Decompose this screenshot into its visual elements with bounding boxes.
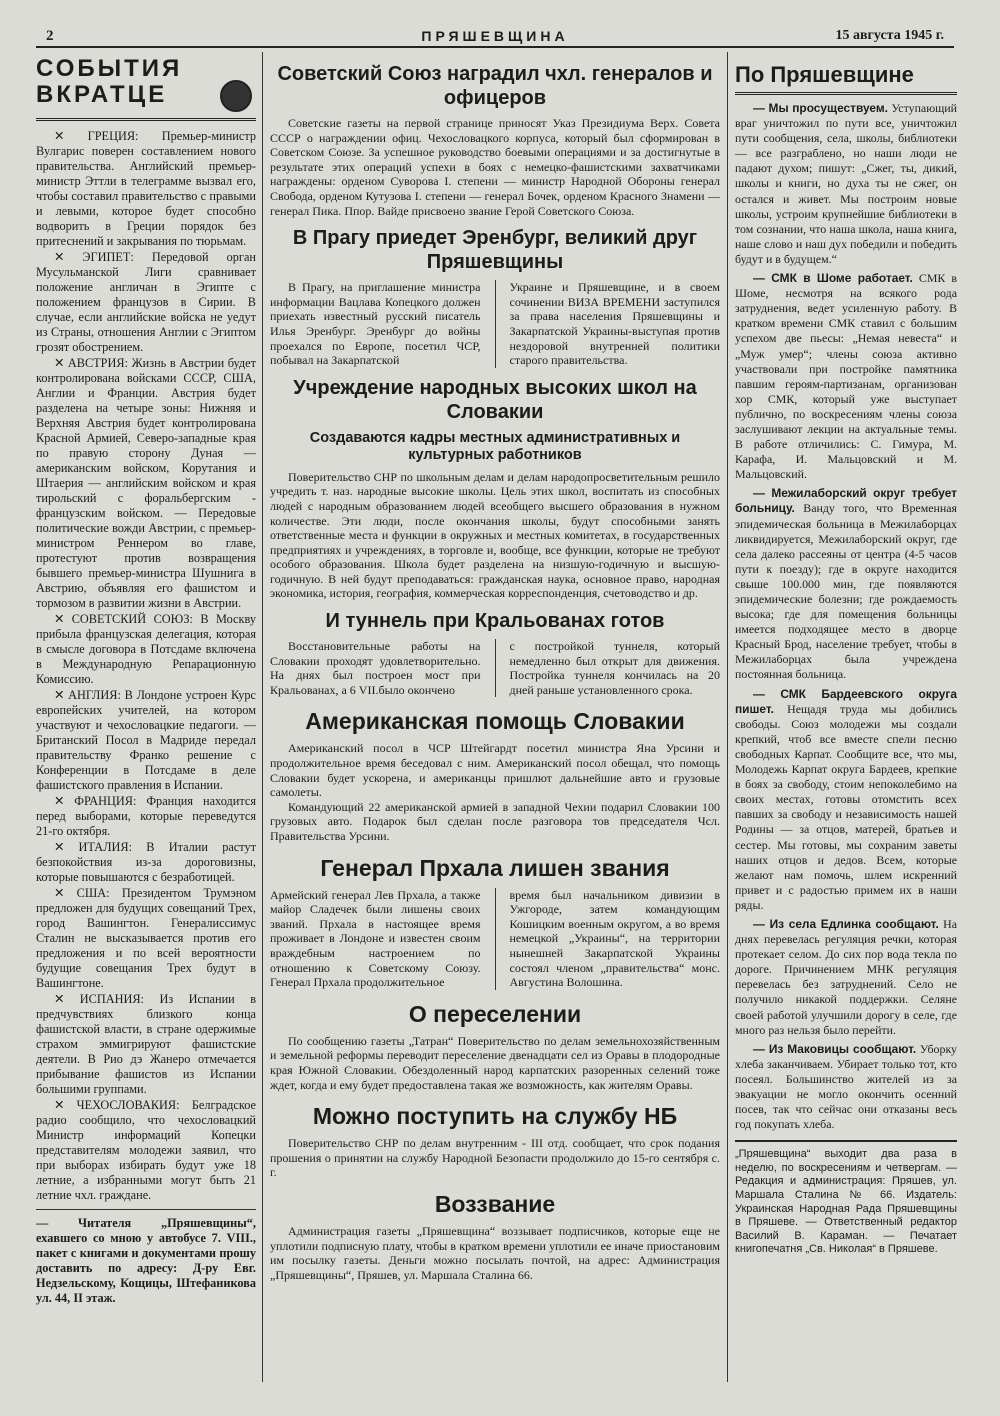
event-item: ✕ ИТАЛИЯ: В Италии растут безпокойствия из-за дороговизны, которые повышаются с безработицей. [36,840,256,884]
events-title: СОБЫТИЯ ВКРАТЦЕ [36,56,256,114]
article-award [270,62,720,218]
local-news-item: — СМК в Шоме работает. СМК в Шоме, несмотря на всякого рода затруднения, ведет усиленную работу. В кратком времени СМК ставил с большим успехом две пьесы: „Немая невеста“ и „Муж умер“; члены союза активно участвовали при постройке памятника павшим героям-партизанам, организован хор СМК, который уже выступает публично, по воскресениям члены союза заслушивают лекции на актуальные темы. В работе отличились: С. Гимура, М. Карафа, И. Мальцовский и М. Мальцовский. [735,271,957,482]
local-news-item: — Мы просуществуем. Уступающий враг уничтожил по пути все, уничтожил пути сообщения, села, школы, библиотеки — все разграблено, но наши люди не падают духом; пишут: „Сжег, ты, дикий, школы и книги, но духа ты не сжег, он остался и живет. Мы построим новые школы, устроим крупнейшие библиотеки в том сознании, что наша школа, наша книга, наше слово и наш дух победили и победить будут и в будущем.“ [735,101,957,266]
article-text: По сообщению газеты „Татран“ Поверительство по делам земельнохозяйственным и земельной реформы переводит переселение двенадцати сел из Оравы в плодородные края Южной Словакии. Обездоленный народ карпатских разоренных селений тоже ждет, когда и ему будет предоставлена такая же возможность, как жителям Оравы. [270,1033,720,1092]
divider [735,92,957,95]
local-news-column [735,52,957,1392]
event-item: ✕ АНГЛИЯ: В Лондоне устроен Курс европейских учителей, на котором участвуют и чехословацкие педагоги. — Британский Посол в Мадриде передал правительству Франко решение с Конференции в Потсдаме в деле фашистского правления в Испании. [36,688,256,792]
article-subtitle: Создаваются кадры местных административных и культурных работников [309,429,681,463]
local-news-item: — Из села Едлинка сообщают. На днях перевелась регуляция речки, которая протекает селом. До сих пор вода текла по дороге. Причинением МНК регуляция перевелась без затруднений. Село не получило никакой поддержки. Селяне своей работой улучшили дорогу в селе, где много раз нельзя было перейти. [735,916,957,1037]
reader-notice: — Читателя „Пряшевщины“, ехавшего со мною у автобусе 7. VIII., пакет с книгами и документами прошу доставить по адресу: Д-ру Евг. Недзельскому, Кощицы, Штефаникова ул. 44, II этаж. [36,1209,256,1306]
article-title: Американская помощь Словакии [305,708,685,735]
article-schools [270,376,720,601]
issue-date: 15 августа 1945 г. [835,28,944,43]
article-text: Украине и Пряшевщине, и в своем сочинении ВИЗА ВРЕМЕНИ заступился за права населения Пряшевщины и Закарпатской Украины-выступая против нездоровой внутренней политики старого правительства. [509,280,720,368]
article-text: Командующий 22 американской армией в западной Чехии подарил Словакии 100 грузовых авто. Подарок был сделан после разговора тов председателя Чсл. Правительства Урсини. [270,799,720,843]
local-news-title: По Пряшевщине [735,62,914,87]
article-text: Поверительство СНР по делам внутренним - III отд. сообщает, что срок подания прошения о принятии на службу Народной Безопасти продолжило до 15-го сентября с. г. [270,1136,720,1180]
page-header [36,26,954,48]
event-item: ✕ ЭГИПЕТ: Передовой орган Мусульманской Лиги сравнивает положение англичан в Эгипте с положением французов в Сирии. В случае, если английские войска не уедут из Страны, отношения Англии с Эгиптом грозят обострением. [36,250,256,354]
article-title: Генерал Прхала лишен звания [320,854,670,881]
article-nb-service [270,1102,720,1180]
article-tunnel [270,609,720,697]
article-title: В Прагу приедет Эренбург, великий друг Пряшевщины [292,227,698,274]
article-appeal [270,1190,720,1282]
event-item: ✕ ИСПАНИЯ: Из Испании в предчувствиях близкого конца фашистской власти, в стране одержимые страхом эммигрируют фашистские деятели. В Рио дэ Жанеро отмечается прибывание фашистов из Испании большими группами. [36,992,256,1096]
article-title: Можно поступить на службу НБ [312,1103,678,1130]
event-item: ✕ ГРЕЦИЯ: Премьер-министр Вулгарис поверен составлением нового правительства. Английский премьер-министр Эттли в телеграмме вызвал его, чтобы составил правительство с правыми и левыми, которое будет способно водворить в Греции порядок без притеснений и закрывания по тюрьмам. [36,129,256,248]
main-column [270,52,720,1392]
article-text: Советские газеты на первой странице приносят Указ Президиума Верх. Совета СССР о награждении офиц. Чехословацкого корпуса, который был сформирован в Советском Союзе. За успешное руководство боевыми операциями и за достигнутые в результате этих операций успехи в боях с немецко-фашистскими захватчиками награждены: орденом Суворова I. степени — министр Народной Обороны генерал Свобода, орденом Кутузова I. степени — генерал Бочек, орденом Красного Знамени — генерал Пика. Ппор. Вайде присвоено звание Герой Советского Союза. [270,116,720,218]
events-list [36,129,256,1306]
article-text: В Прагу, на приглашение министра информации Вацлава Копецкого должен приехать известный русский писатель Илья Эренбург. Эренбург до войны проехался по Европе, посетил ЧСР, побывал на Закарпатской [270,280,481,368]
article-text: Администрация газеты „Пряшевщина“ воззывает подписчиков, которые еще не уплотили подписную плату, чтобы в кратком времени уплотили ее иначе приостановим им посылку газеты. Деньги можно посылать почтой, на адрес: Администрация „Пряшевщины“, Пряшев, ул. Маршала Сталина 66. [270,1223,720,1282]
article-ehrenburg [270,226,720,368]
event-item: ✕ ЧЕХОСЛОВАКИЯ: Белградское радио сообщило, что чехословацкий Министр информаций Копецки представителям молодежи заявил, что при выборах избирать будут уже 18 летние, а избранными могут быть 21 летние чхл. граждане. [36,1098,256,1202]
globe-icon [220,80,252,112]
local-news-list [735,101,957,1132]
event-item: ✕ АВСТРИЯ: Жизнь в Австрии будет контролирована войсками СССР, США, Англии и Франции. Австрия будет разделена на четыре зоны: Нижняя и Верхняя Австрия будет контролирована Красной Армией, Северо-западные края по правую сторону Дуная — американским войском, Корутания и Штаерия — английским войском и края тирольский с форальбергским - французским войском. — Передовые политические вожди Австрии, с премьер-министром Реннером во главе, протестуют против возвращения бывшего премьер-министра Шушнига в Австрию, объявляя его фашистом и тормозом в развитии жизни в Австрии. [36,356,256,610]
article-text: Американский посол в ЧСР Штейгардт посетил министра Яна Урсини и продолжительное время беседовал с ним. Американский посол обещал, что помощь Словакии будет ускорена, и американцы пришлют дальнейшие авто и грузовые самолеты. [270,741,720,800]
article-prchala [270,854,720,990]
events-column [36,52,256,1382]
article-american-aid [270,707,720,843]
event-item: ✕ СОВЕТСКИЙ СОЮЗ: В Москву прибыла французская делегация, которая в смысле договора в Потсдаме включена в Международную Репарационную Комиссию. [36,612,256,686]
article-text: Армейский генерал Лев Прхала, а также майор Сладечек были лишены своих званий. Прхала в настоящее время проживает в Лондоне и известен своим враждебным настроением по отношению к Советскому Союзу. Генерал Прхала продолжительное [270,887,481,990]
article-text: с постройкой туннеля, который немедленно был открыт для движения. Постройка туннеля кончилась на 20 дней раньше установленного срока. [509,639,720,697]
event-item: ✕ США: Президентом Трумэном предложен для будущих совещаний Трех, город Вашингтон. Генералиссимус Сталин не высказывается против его предложения и по всей вероятности будущие совещания Трех будут в Вашингтоне. [36,886,256,990]
column-divider-right [727,52,728,1382]
article-title: Учреждение народных высоких школ на Словакии [293,376,697,423]
paper-name: ПРЯШЕВЩИНА [421,28,569,44]
article-text: Восстановительные работы на Словакии проходят удовлетворительно. На днях был построен мост при Кральованах, а 6 VII.было окончено [270,639,481,697]
article-resettlement [270,1000,720,1092]
article-text: время был начальником дивизии в Ужгороде, затем командующим Кошицким военным округом, а во время немецкой „Украины“, на территории нынешней Закарпатской Украины состоял членом „правительства“ монс. Августина Волошина. [509,887,720,990]
article-title: И туннель при Кральованах готов [325,610,665,633]
article-title: Советский Союз наградил чхл. генералов и офицеров [277,63,713,109]
event-item: ✕ ФРАНЦИЯ: Франция находится перед выборами, которые переведутся 21-го октября. [36,794,256,838]
column-divider-left [262,52,263,1382]
local-news-item: — СМК Бардеевского округа пишет. Нещадя труда мы добились свободы. Союз молодежи мы создали крепкий, чтоб все вместе спели песню свободных Карпат. Сообщите все, что мы, Молодежь Карпат округа Бардеев, крепкие в боях за свободу, стоим непоколебимо на своих местах, готовы отомстить всех павших за свободу и независимость нашей Родины — за отцов, матерей, братьев и сестер. Мы готовы, мы сохраним заветы наших отцов и дедов. Всем, которые желают нам помочь, шлем искренний привет и с радостью примем их в наши ряды. [735,686,957,912]
imprint: „Пряшевщина“ выходит два раза в неделю, по воскресениям и четвергам. — Редакция и администрация: Пряшев, ул. Маршала Сталина № 66. Издатель: Украинская Народная Рада Пряшевщины в Пряшеве. — Ответственный редактор Василий В. Караман. — Печатает книгопечатня „Св. Николая“ в Пряшеве. [735,1140,957,1257]
divider [36,118,256,121]
page-number: 2 [46,28,54,44]
article-text: Поверительство СНР по школьным делам и делам народопросветительным решило учредить т. наз. народные высокие школы. Цель этих школ, воспитать из способных людей с народным образованием людей всеобщего высшего образования в нужном количестве. Эти люди, после окончания школы, будут способными занять ответственные места и функции в окружных и местных комитетах, в государственных предприятиях и учреждениях, в торговле и, вообще, все функции, которые не требуют особого образования. Школа будет разделена на низшую-годичную и высшую-годичную. В ней будут преподаваться: гражданская наука, основное право, народная экономика, история, география, коммерческая корреспонденция, счетоводство и др. [270,469,720,601]
article-title: О переселении [408,1000,582,1027]
local-news-item: — Из Маковицы сообщают. Уборку хлеба заканчиваем. Убирает только тот, кто посеял. Большинство жителей из за эвакуации не могло окончить осенний посев, так что сейчас они отказаны весь год покупать хлеба. [735,1041,957,1132]
article-title: Воззвание [434,1190,556,1217]
local-news-item: — Межилаборский округ требует больницу. Ванду того, что Временная эпидемическая больница в Межилаборцах ликвидируется, Межилаборский округ, где села далеко рассеяны от центра (4-5 часов пути к поезду); где в округе находится свыше 100.000 мин, где появляются эпидемические болезни; где рождаемость высока; где для помещения больницы имеется подходящее место в дворце Красный Брод, население требует, чтобы в Межилаборцах была учреждена постоянная больница. [735,486,957,682]
